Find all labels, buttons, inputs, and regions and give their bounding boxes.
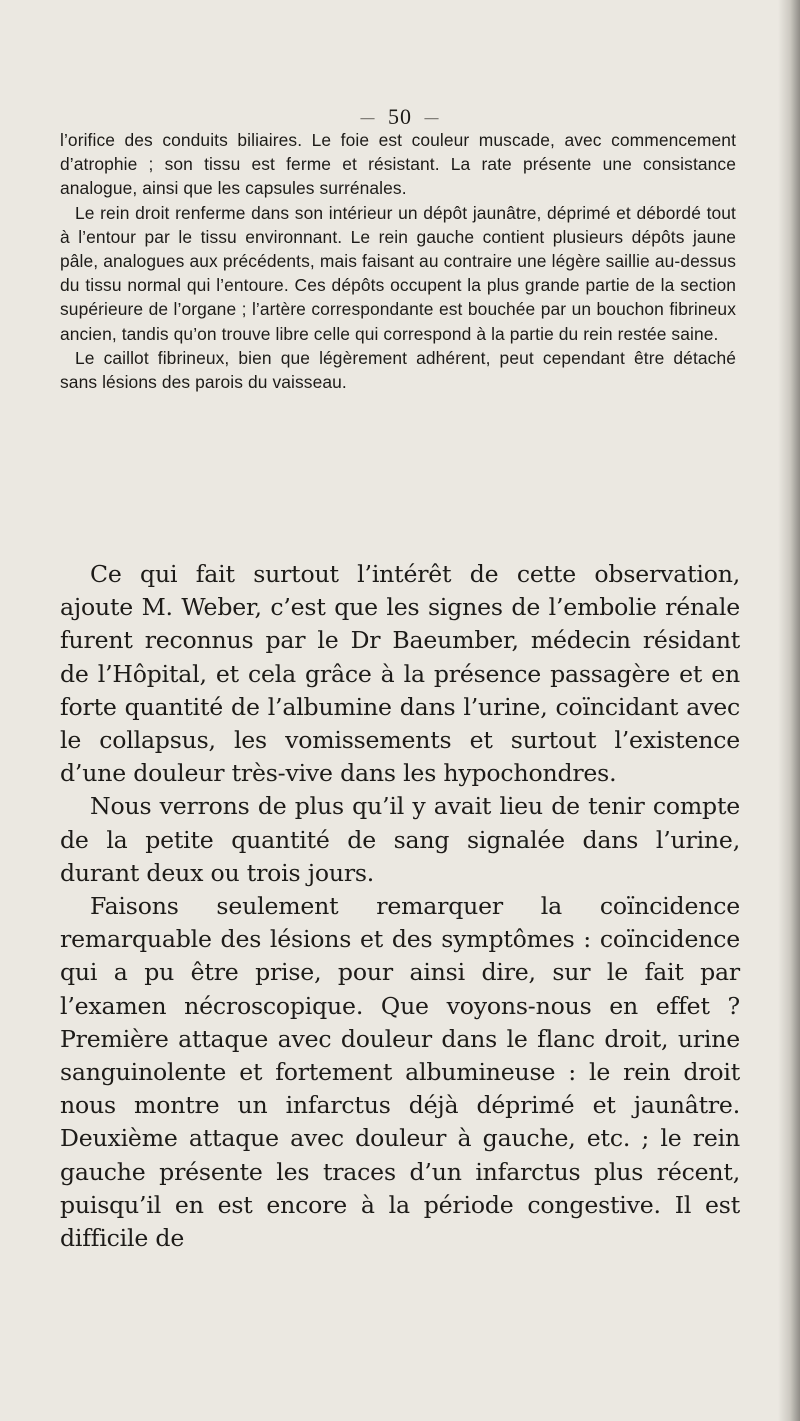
large-print-section: [60, 558, 740, 1255]
page-number: 50: [388, 104, 412, 129]
paragraph: Faisons seulement remarquer la coïncidence remarquable des lésions et des symptômes : coïncidence qui a pu être prise, pour ainsi dire, sur le fait par l’examen nécroscopique. Que voyons-nous en effet ? Première attaque avec douleur dans le flanc droit, urine sanguinolente et fortement albumineuse : le rein droit nous montre un infarctus déjà déprimé et jaunâtre. Deuxième attaque avec douleur à gauche, etc. ; le rein gauche présente les traces d’un infarctus plus récent, puisqu’il en est encore à la période congestive. Il est difficile de: [60, 892, 740, 1253]
paragraph: l’orifice des conduits biliaires. Le foie est couleur muscade, avec commencement d’atrophie ; son tissu est ferme et résistant. La rate présente une consistance analogue, ainsi que les capsules surrénales.: [60, 130, 736, 199]
page-header: [0, 104, 800, 130]
page-edge-shadow: [778, 0, 800, 1421]
small-print-section: [60, 128, 736, 394]
paragraph: Nous verrons de plus qu’il y avait lieu de tenir compte de la petite quantité de sang signalée dans l’urine, durant deux ou trois jours.: [60, 792, 740, 887]
left-ornament-icon: —: [360, 110, 376, 126]
paragraph: Le rein droit renferme dans son intérieur un dépôt jaunâtre, déprimé et débordé tout à l’entour par le tissu environnant. Le rein gauche contient plusieurs dépôts jaune pâle, analogues aux précédents, mais faisant au contraire une légère saillie au-dessus du tissu normal qui l’entoure. Ces dépôts occupent la plus grande partie de la section supérieure de l’organe ; l’artère correspondante est bouchée par un bouchon fibrineux ancien, tandis qu’on trouve libre celle qui correspond à la partie du rein restée saine.: [60, 202, 736, 344]
right-ornament-icon: —: [424, 110, 440, 126]
paragraph: Le caillot fibrineux, bien que légèrement adhérent, peut cependant être détaché sans lésions des parois du vaisseau.: [60, 347, 736, 393]
paragraph: Ce qui fait surtout l’intérêt de cette observation, ajoute M. Weber, c’est que les signes de l’embolie rénale furent reconnus par le Dr Baeumber, médecin résidant de l’Hôpital, et cela grâce à la présence passagère et en forte quantité de l’albumine dans l’urine, coïncidant avec le collapsus, les vomissements et surtout l’existence d’une douleur très-vive dans les hypochondres.: [60, 560, 740, 788]
